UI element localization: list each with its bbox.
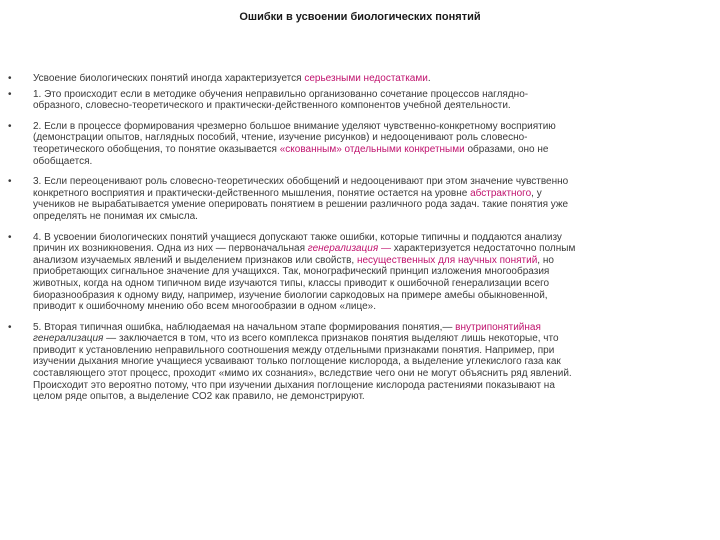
text-line bbox=[33, 290, 720, 302]
text-line bbox=[33, 232, 720, 244]
text-segment: , у bbox=[531, 187, 542, 199]
text-segment: образами, оно не bbox=[464, 143, 549, 155]
list-item bbox=[8, 232, 720, 313]
text-line bbox=[33, 100, 720, 112]
text-segment: 4. В усвоении биологических понятий учащиеся допускают также ошибки, которые типичны и поддаются анализу bbox=[33, 231, 562, 243]
text-line bbox=[33, 368, 720, 380]
italic-term: генерализация bbox=[33, 333, 104, 345]
text-line bbox=[33, 89, 720, 101]
text-segment: животных, когда на одном типичном виде изучаются типы, классы приводит к ошибочной генерализации всего bbox=[33, 277, 550, 289]
text-segment: приводит к ошибочному мнению обо всем многообразии в одном «лице». bbox=[33, 301, 377, 313]
bullet-list bbox=[8, 73, 720, 403]
highlighted-term: несущественных для научных понятий bbox=[356, 254, 538, 266]
text-segment: анализом изучаемых явлений и выделением признаков или свойств, bbox=[33, 254, 357, 266]
text-segment: 1. Это происходит если в методике обучения неправильно организованно сочетание процессов наглядно- bbox=[33, 88, 529, 100]
text-line bbox=[33, 345, 720, 357]
text-line bbox=[33, 144, 720, 156]
highlighted-term: генерализация — bbox=[307, 243, 391, 255]
slide-title: Ошибки в усвоении биологических понятий bbox=[239, 11, 481, 23]
text-line bbox=[33, 199, 720, 211]
highlighted-term: «скованным» отдельными конкретными bbox=[279, 143, 465, 155]
text-line bbox=[33, 391, 720, 403]
bullet-dot-icon: • bbox=[8, 231, 12, 243]
bullet-dot-icon: • bbox=[8, 321, 12, 333]
text-line bbox=[33, 380, 720, 392]
text-segment: изучении дыхания многие учащиеся усваивают только поглощение кислорода, а выделение углекислого газа как bbox=[33, 356, 561, 368]
text-segment: целом ряде опытов, а выделение СО2 как правило, не демонстрируют. bbox=[33, 391, 365, 403]
text-line bbox=[33, 322, 720, 334]
text-segment: 5. Вторая типичная ошибка, наблюдаемая на начальном этапе формирования понятия,— bbox=[33, 321, 456, 333]
text-segment: составляющего этот процесс, проходит «мимо их сознания», вследствие чего они не могут объяснить ряд явлений. bbox=[33, 368, 572, 380]
text-segment: приводит к установлению неправильного соотношения между отдельными признаками понятия. Например, при bbox=[33, 344, 555, 356]
bullet-dot-icon: • bbox=[8, 176, 12, 188]
text-line bbox=[33, 211, 720, 223]
text-line bbox=[33, 255, 720, 267]
text-segment: определять не понимая их смысла. bbox=[33, 210, 198, 222]
highlighted-term: серьезными недостатками bbox=[304, 73, 428, 84]
list-item bbox=[8, 322, 720, 403]
text-segment: причин их возникновения. Одна из них — первоначальная bbox=[33, 243, 308, 255]
text-segment: образного, словесно-теоретического и практически-действенного компонентов учебной деятельности. bbox=[33, 100, 511, 112]
highlighted-term: абстрактного bbox=[470, 187, 532, 199]
list-item bbox=[8, 121, 720, 167]
text-line bbox=[33, 132, 720, 144]
text-line bbox=[33, 356, 720, 368]
bullet-dot-icon: • bbox=[8, 73, 12, 84]
text-segment: учеников не вырабатывается умение оперировать понятием в решении различного рода задач. такие понятия уже bbox=[33, 199, 569, 211]
text-line bbox=[33, 243, 720, 255]
text-line bbox=[33, 73, 720, 85]
text-segment: биоразнообразия к одному виду, например, изучение биологии саркодовых на примере амебы обыкновенной, bbox=[33, 289, 548, 301]
text-segment: теоретического обобщения, то понятие оказывается bbox=[33, 143, 280, 155]
bullet-dot-icon: • bbox=[8, 120, 12, 132]
text-segment: характеризуется недостаточно полным bbox=[390, 243, 576, 255]
text-segment: (демонстрации опытов, наглядных пособий, чтение, изучение рисунков) и недооценивают роль словесно- bbox=[33, 132, 528, 144]
text-segment: Происходит это вероятно потому, что при изучении дыхания поглощение кислорода растениями показывают на bbox=[33, 379, 555, 391]
list-item bbox=[8, 73, 720, 85]
text-segment: конкретного восприятия и практически-действенного мышления, понятие остается на уровне bbox=[33, 187, 471, 199]
text-line bbox=[33, 266, 720, 278]
text-line bbox=[33, 188, 720, 200]
text-line bbox=[33, 176, 720, 188]
text-line bbox=[33, 333, 720, 345]
text-segment: обобщается. bbox=[33, 155, 93, 167]
highlighted-term: внутрипонятийная bbox=[455, 321, 541, 333]
text-segment: приобретающих сигнальное значение для учащихся. Так, монографический принцип изложения многообразия bbox=[33, 266, 550, 278]
text-line bbox=[33, 121, 720, 133]
list-item bbox=[8, 176, 720, 222]
text-line bbox=[33, 301, 720, 313]
text-segment: 3. Если переоценивают роль словесно-теоретических обобщений и недооценивают при этом значение чувственно bbox=[33, 176, 569, 188]
list-item bbox=[8, 89, 720, 112]
text-line bbox=[33, 156, 720, 168]
text-line bbox=[33, 278, 720, 290]
bullet-dot-icon: • bbox=[8, 88, 12, 100]
text-segment: — заключается в том, что из всего комплекса признаков понятия выделяют лишь некоторые, что bbox=[103, 333, 559, 345]
text-segment: , но bbox=[537, 254, 554, 266]
text-segment: . bbox=[427, 73, 431, 84]
text-segment: Усвоение биологических понятий иногда характеризуется bbox=[33, 73, 305, 84]
text-segment: 2. Если в процессе формирования чрезмерно большое внимание уделяют чувственно-конкретному восприятию bbox=[33, 120, 556, 132]
